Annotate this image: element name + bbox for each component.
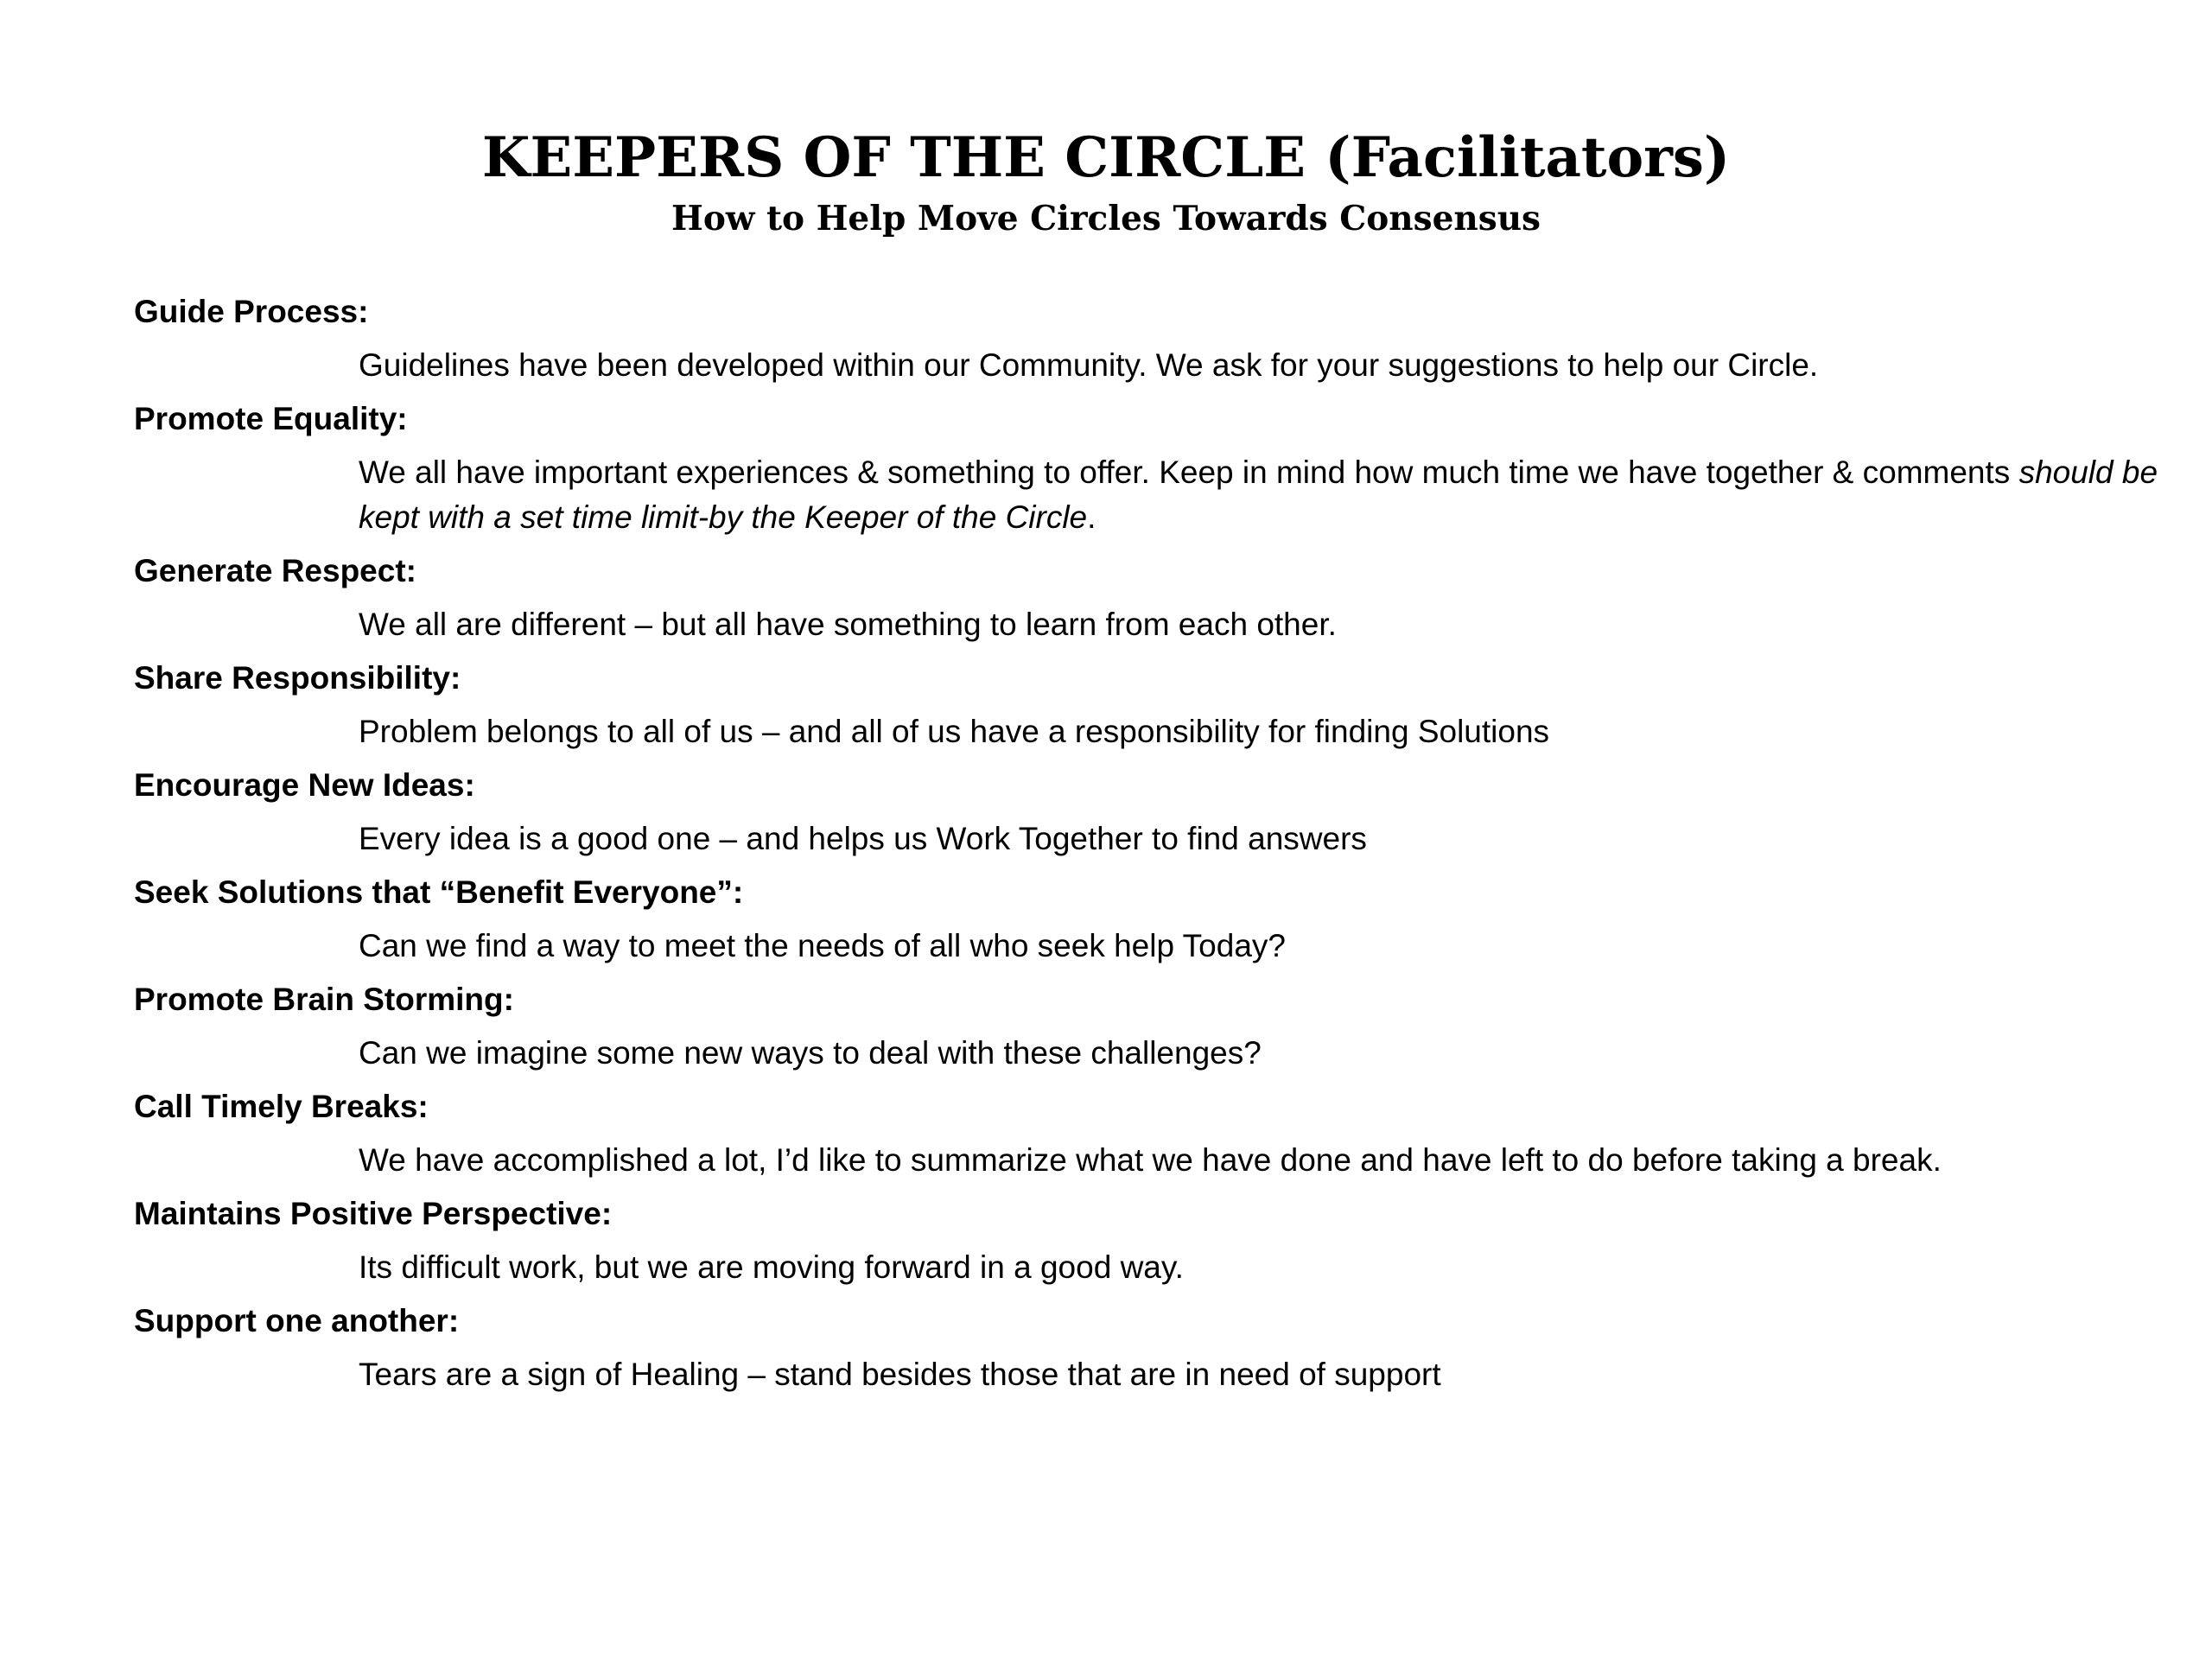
guideline-text-italic: should be kept with a set time limit-by the Keeper of the Circle (359, 454, 2158, 535)
guideline-text: We all are different – but all have something to learn from each other. (359, 607, 1337, 642)
guideline-item (134, 1192, 2121, 1290)
guideline-text: Tears are a sign of Healing – stand besides those that are in need of support (359, 1357, 1441, 1392)
guideline-item (134, 289, 2121, 388)
guideline-text-regular: We all have important experiences & something to offer. Keep in mind how much time we have together & comments (359, 454, 2019, 490)
guideline-item (134, 1084, 2121, 1183)
guideline-item (134, 549, 2121, 647)
guideline-heading: Promote Brain Storming: (134, 982, 514, 1017)
guideline-text: Can we find a way to meet the needs of all who seek help Today? (359, 928, 1286, 963)
guideline-heading: Seek Solutions that “Benefit Everyone”: (134, 874, 744, 910)
guideline-text (359, 450, 2173, 540)
guideline-heading: Support one another: (134, 1303, 460, 1338)
guideline-item (134, 397, 2158, 540)
guideline-heading: Promote Equality: (134, 401, 408, 436)
guideline-heading: Share Responsibility: (134, 660, 461, 696)
guideline-text: Every idea is a good one – and helps us Work Together to find answers (359, 821, 1367, 856)
guideline-item (134, 977, 2121, 1076)
guideline-heading: Encourage New Ideas: (134, 767, 475, 803)
guideline-heading: Maintains Positive Perspective: (134, 1196, 613, 1231)
page-subtitle: How to Help Move Circles Towards Consensus (671, 199, 1541, 238)
guideline-item (134, 870, 2121, 969)
guideline-heading: Guide Process: (134, 294, 369, 329)
guideline-text: Guidelines have been developed within our Community. We ask for your suggestions to help our Circle. (359, 347, 1819, 383)
guideline-text: Its difficult work, but we are moving forward in a good way. (359, 1249, 1184, 1285)
guideline-list (134, 289, 2158, 1406)
guideline-text: Can we imagine some new ways to deal with these challenges? (359, 1035, 1262, 1071)
guideline-item (134, 763, 2121, 861)
guideline-item (134, 1299, 2121, 1397)
guideline-text: We have accomplished a lot, I’d like to summarize what we have done and have left to do before taking a break. (359, 1142, 1942, 1178)
guideline-heading: Generate Respect: (134, 553, 416, 588)
guideline-text-end: . (1087, 499, 1096, 535)
page-title: KEEPERS OF THE CIRCLE (Facilitators) (481, 125, 1731, 190)
guideline-text: Problem belongs to all of us – and all of us have a responsibility for finding Solutions (359, 714, 1550, 749)
guideline-heading: Call Timely Breaks: (134, 1089, 429, 1124)
guideline-item (134, 656, 2121, 754)
